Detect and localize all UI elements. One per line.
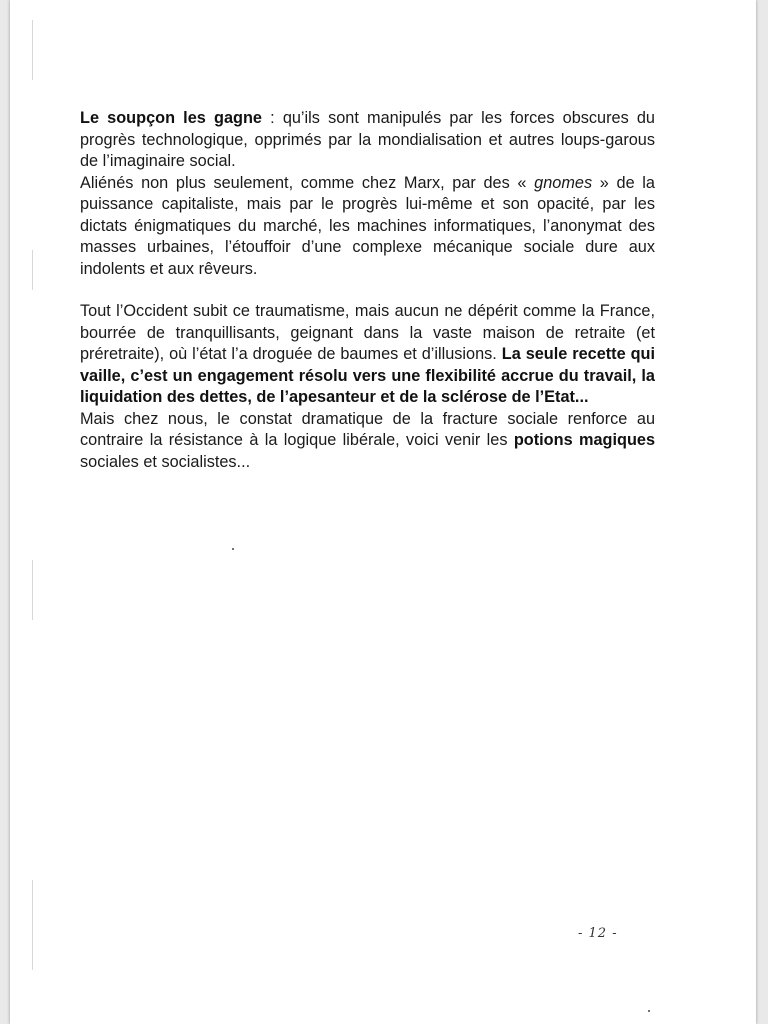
paragraph-gap: [80, 280, 655, 301]
paragraph-2: [80, 173, 655, 281]
paragraph-1-text: : qu’ils sont manipulés par les forces obscures du progrès technologique, opprimés par la mondialisation et autres loups-garous de l’imaginaire social.: [80, 109, 655, 170]
paragraph-4-end: sociales et socialistes...: [80, 452, 251, 471]
paragraph-4-text: Mais chez nous, le constat dramatique de la fracture sociale renforce au contraire la résistance à la logique libérale, voici venir les: [80, 409, 655, 449]
document-page: [10, 0, 756, 1024]
paragraph-3-text: Tout l’Occident subit ce traumatisme, mais aucun ne dépérit comme la France, bourrée de tranquillisants, geignant dans la vaste maison de retraite (et préretraite), où l’état l’a droguée de baumes et d’illusions.: [80, 302, 655, 363]
page-number: - 12 -: [578, 926, 618, 941]
margin-line: [32, 20, 33, 80]
margin-line: [32, 250, 33, 290]
paragraph-3: [80, 301, 655, 409]
paragraph-3-bold: La seule recette qui vaille, c’est un engagement résolu vers une flexibilité accrue du travail, la liquidation des dettes, de l’apesanteur et de la sclérose de l’Etat...: [80, 345, 655, 406]
margin-line: [32, 880, 33, 970]
paragraph-2-text-start: Aliénés non plus seulement, comme chez Marx, par des «: [80, 173, 535, 192]
paragraph-4-bold: potions magiques: [513, 431, 655, 449]
scan-speck: [648, 1010, 650, 1012]
paragraph-4: [80, 409, 655, 474]
paragraph-2-text-end: » de la puissance capitaliste, mais par le progrès lui-même et son opacité, par les dictats énigmatiques du marché, les machines informatiques, l’anonymat des masses urbaines, l’étouffoir d’une complexe mécanique sociale dure aux indolents et aux rêveurs.: [80, 173, 655, 278]
scan-speck: [232, 548, 234, 550]
italic-word: gnomes: [534, 173, 593, 192]
margin-line: [32, 560, 33, 620]
body-text: [80, 108, 655, 473]
paragraph-1: [80, 108, 655, 173]
lead-phrase: Le soupçon les gagne: [80, 109, 262, 127]
